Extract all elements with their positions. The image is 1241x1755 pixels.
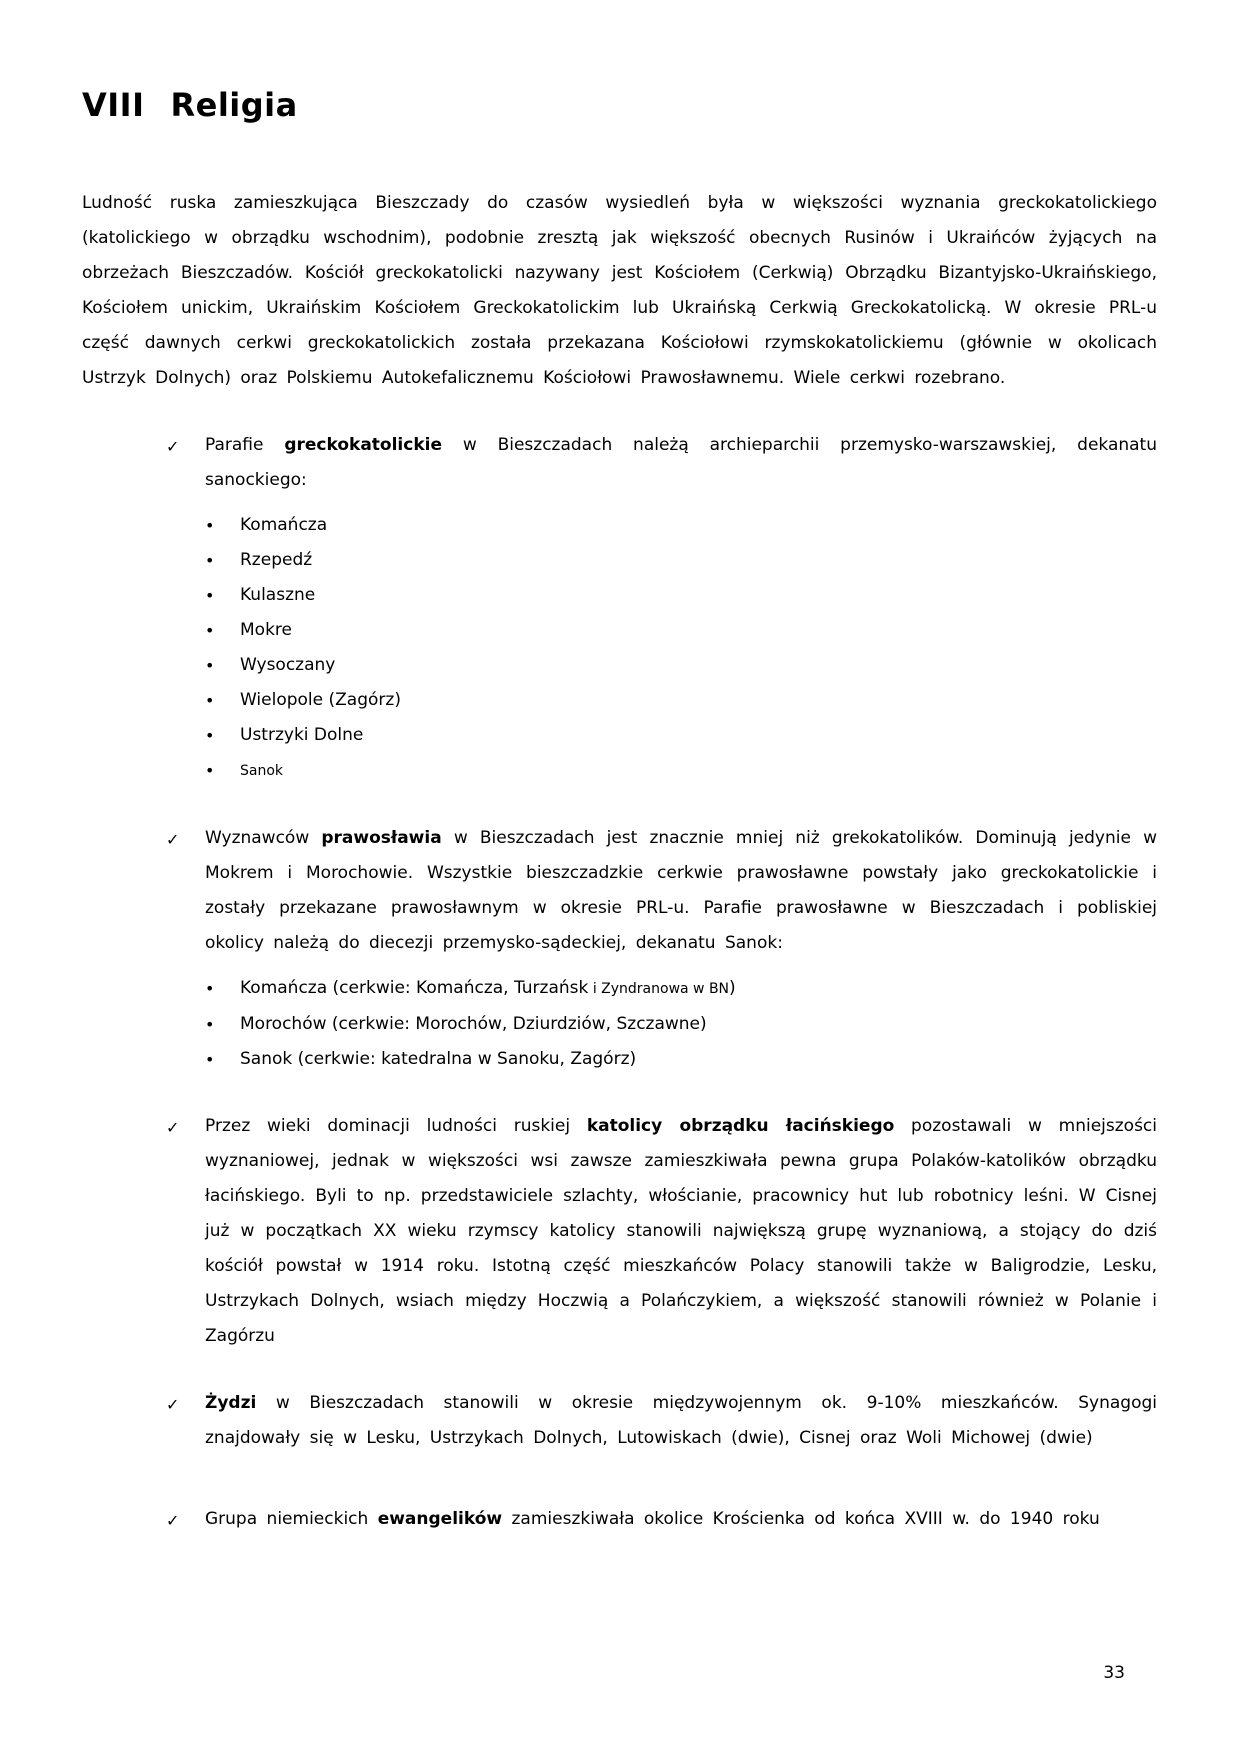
checklist-item-text: [205, 1116, 1157, 1346]
list-item-text: [240, 1014, 707, 1034]
checklist-item-katolicy: [82, 1109, 1157, 1354]
list-item: [205, 971, 1157, 1007]
bullet-icon: •: [205, 621, 215, 641]
list-item-text: [240, 620, 292, 640]
bullet-icon: •: [205, 551, 215, 571]
text-segment: Żydzi: [205, 1393, 257, 1414]
text-segment: Ludność ruska zamieszkująca Bieszczady do czasów wysiedleń była w większości wyznania greckokatolickiego (katolickiego w obrządku wschodnim), podobnie zresztą jak większość obecnych Rusinów i Ukraińców żyjących na obrzeżach Bieszczadów. Kościół greckokatolicki nazywany jest Kościołem (Cerkwią) Obrządku Bizantyjsko-Ukraińskiego, Kościołem unickim, Ukraińskim Kościołem Greckokatolickim lub Ukraińską Cerkwią Greckokatolicką. W okresie PRL-u część dawnych cerkwi greckokatolickich została przekazana Kościołowi rzymskokatolickiemu (głównie w okolicach Ustrzyk Dolnych) oraz Polskiemu Autokefalicznemu Kościołowi Prawosławnemu. Wiele cerkwi rozebrano.: [82, 193, 1157, 389]
chapter-title-text: Religia: [170, 86, 298, 124]
checkmark-icon: ✓: [166, 830, 180, 850]
text-segment: Kulaszne: [240, 585, 316, 606]
list-item-text: [240, 978, 736, 998]
bullet-icon: •: [205, 979, 215, 999]
list-item: [205, 578, 1157, 613]
checklist-item-text: [205, 1509, 1100, 1529]
text-segment: w Bieszczadach jest znacznie mniej niż grekokatolików. Dominują jedynie w Mokrem i Morochowie. Wszystkie bieszczadzkie cerkwie prawosławne powstały jako greckokatolickie i zostały przekazane prawosławnym w okresie PRL-u. Parafie prawosławne w Bieszczadach i pobliskiej okolicy należą do diecezji przemysko-sądeckiej, dekanatu Sanok:: [205, 828, 1157, 954]
text-segment: Grupa niemieckich: [205, 1509, 378, 1530]
checkmark-icon: ✓: [166, 437, 180, 457]
list-item: [205, 613, 1157, 648]
checklist-item-text: [205, 828, 1157, 953]
text-segment: Mokre: [240, 620, 292, 641]
bullet-list-greckokatolickie: [205, 508, 1157, 789]
text-segment: w Bieszczadach stanowili w okresie międzywojennym ok. 9-10% mieszkańców. Synagogi znajdowały się w Lesku, Ustrzykach Dolnych, Lutowiskach (dwie), Cisnej oraz Woli Michowej (dwie): [205, 1393, 1157, 1449]
text-segment: Parafie: [205, 435, 285, 456]
list-item-text: [240, 655, 335, 675]
text-segment: Ustrzyki Dolne: [240, 725, 364, 746]
bullet-icon: •: [205, 586, 215, 606]
bullet-icon: •: [205, 516, 215, 536]
bullet-icon: •: [205, 656, 215, 676]
text-segment: Morochów (cerkwie: Morochów, Dziurdziów, Szczawne): [240, 1014, 707, 1035]
bullet-list-prawoslawie: [205, 971, 1157, 1077]
text-segment: Komańcza: [240, 515, 328, 536]
checkmark-icon: ✓: [166, 1118, 180, 1138]
checklist-item-text: [205, 1393, 1157, 1448]
bullet-icon: •: [205, 1050, 215, 1070]
list-item: [205, 543, 1157, 578]
page-title: [82, 86, 1157, 124]
intro-paragraph: [82, 186, 1157, 396]
text-segment: ewangelików: [377, 1509, 503, 1530]
text-segment: Wielopole (Zagórz): [240, 690, 401, 711]
list-item-text: [240, 690, 401, 710]
text-segment: Przez wieki dominacji ludności ruskiej: [205, 1116, 587, 1137]
checklist-item-text: [205, 435, 1157, 490]
list-item-text: [240, 725, 363, 745]
text-segment: Sanok: [240, 763, 284, 780]
list-item: [205, 718, 1157, 753]
checkmark-icon: ✓: [166, 1395, 180, 1415]
chapter-number: VIII: [82, 86, 145, 124]
checklist-item-prawoslawie: [82, 821, 1157, 1077]
checkmark-icon: ✓: [166, 1511, 180, 1531]
page-number: 33: [1103, 1663, 1125, 1683]
text-segment: Komańcza (cerkwie: Komańcza, Turzańsk: [240, 978, 589, 999]
checklist-item-zydzi: [82, 1386, 1157, 1456]
text-segment: prawosławia: [321, 828, 442, 849]
bullet-icon: •: [205, 761, 215, 781]
list-item-text: [240, 760, 283, 780]
bullet-icon: •: [205, 1015, 215, 1035]
list-item: [205, 683, 1157, 718]
bullet-icon: •: [205, 726, 215, 746]
text-segment: ): [729, 978, 736, 999]
text-segment: i Zyndranowa w BN: [588, 981, 730, 998]
checklist-item-greckokatolickie: [82, 428, 1157, 789]
list-item: [205, 753, 1157, 789]
list-item: [205, 648, 1157, 683]
text-segment: w Bieszczadach należą archieparchii przemysko-warszawskiej, dekanatu sanockiego:: [205, 435, 1157, 491]
list-item: [205, 1042, 1157, 1077]
list-item-text: [240, 1049, 636, 1069]
text-segment: pozostawali w mniejszości wyznaniowej, jednak w większości wsi zawsze zamieszkiwała pewna grupa Polaków-katolików obrządku łacińskiego. Byli to np. przedstawiciele szlachty, włościanie, pracownicy hut lub robotnicy leśni. W Cisnej już w początkach XX wieku rzymscy katolicy stanowili największą grupę wyznaniową, a stojący do dziś kościół powstał w 1914 roku. Istotną część mieszkańców Polacy stanowili także w Baligrodzie, Lesku, Ustrzykach Dolnych, wsiach między Hoczwią a Polańczykiem, a większość stanowili również w Polanie i Zagórzu: [205, 1116, 1157, 1347]
list-item-text: [240, 585, 315, 605]
text-segment: katolicy obrządku łacińskiego: [586, 1116, 895, 1137]
text-segment: Wysoczany: [240, 655, 336, 676]
text-segment: greckokatolickie: [284, 435, 442, 456]
bullet-icon: •: [205, 691, 215, 711]
text-segment: zamieszkiwała okolice Krościenka od końca XVIII w. do 1940 roku: [502, 1509, 1100, 1530]
checklist-item-ewangelicy: [82, 1502, 1157, 1537]
text-segment: Sanok (cerkwie: katedralna w Sanoku, Zagórz): [240, 1049, 637, 1070]
text-segment: Rzepedź: [240, 550, 313, 571]
list-item-text: [240, 550, 312, 570]
list-item-text: [240, 515, 327, 535]
list-item: [205, 1007, 1157, 1042]
text-segment: Wyznawców: [205, 828, 322, 849]
list-item: [205, 508, 1157, 543]
